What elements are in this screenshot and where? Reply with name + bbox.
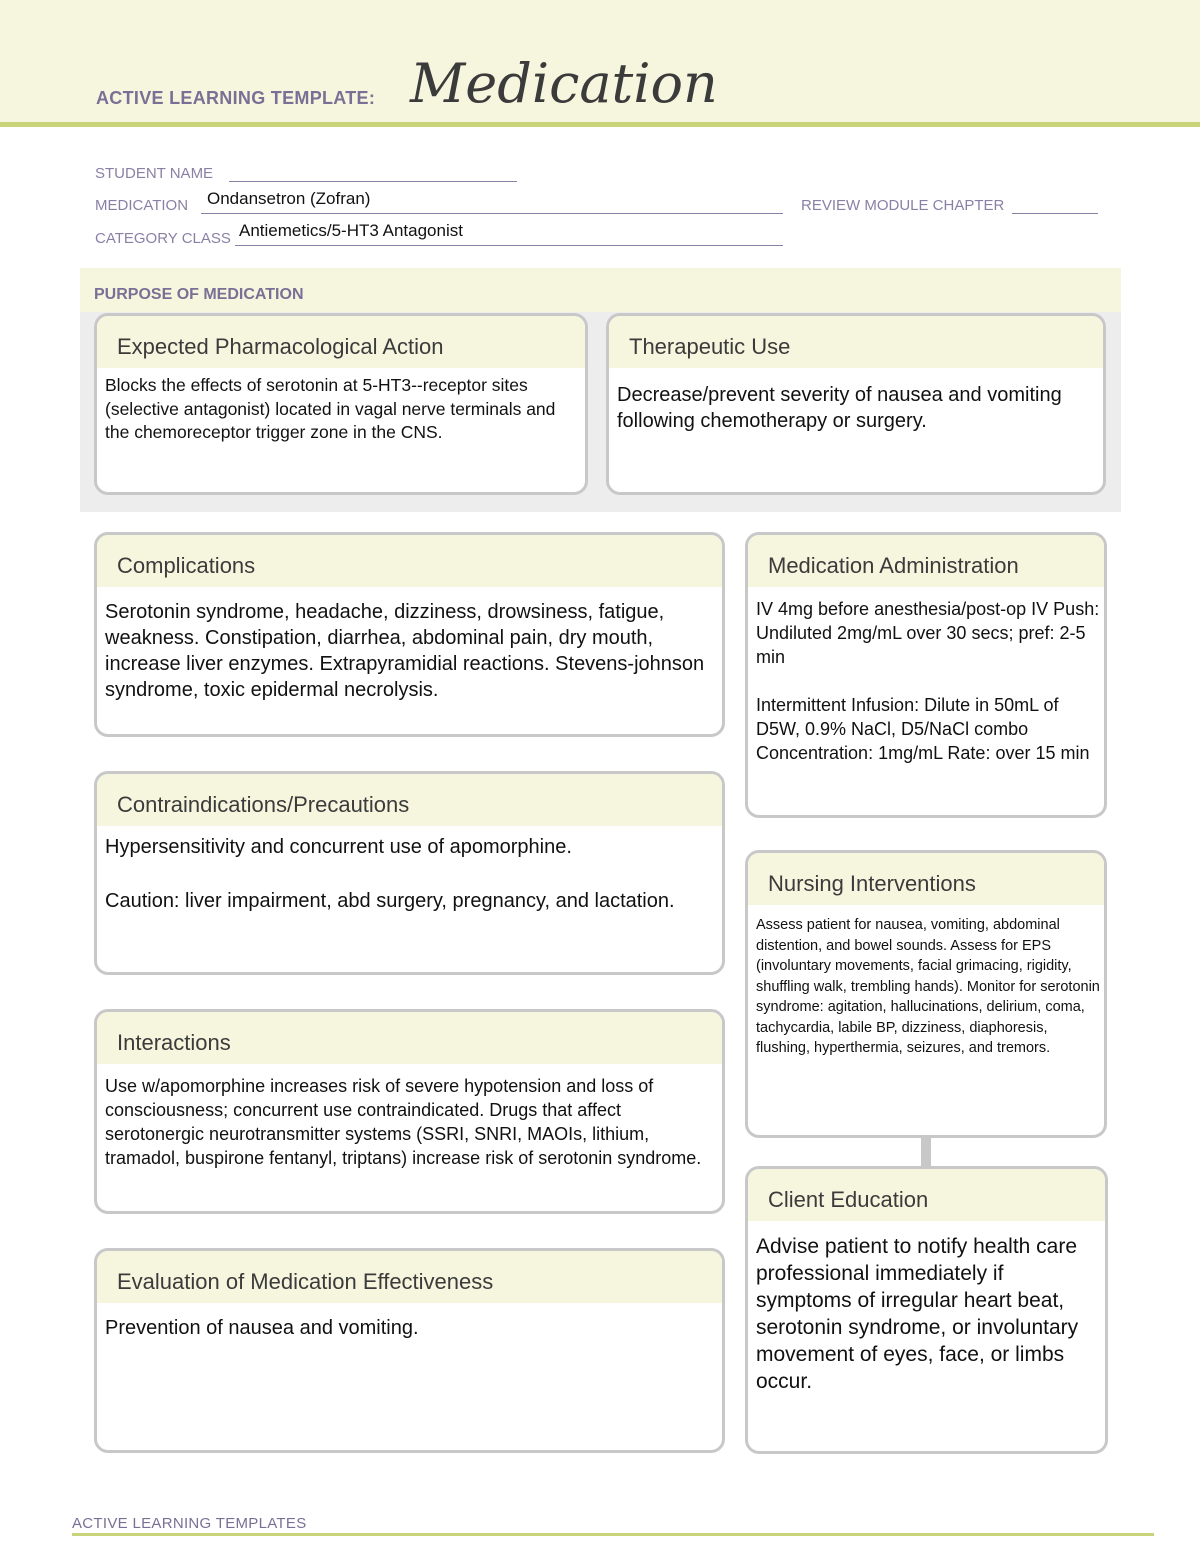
evaluation-box: [94, 1248, 725, 1453]
nursing-box: [745, 850, 1107, 1138]
complications-box: [94, 532, 725, 737]
therapeutic-use-text: Decrease/prevent severity of nausea and vomiting following chemotherapy or surgery.: [617, 384, 1062, 432]
purpose-title: PURPOSE OF MEDICATION: [94, 286, 304, 303]
med-admin-text-1: IV 4mg before anesthesia/post-op IV Push: Undiluted 2mg/mL over 30 secs; pref: 2-5 min: [756, 599, 1100, 667]
client-education-heading: Client Education: [748, 1169, 1105, 1221]
contraindications-text-2: Caution: liver impairment, abd surgery, pregnancy, and lactation.: [105, 890, 675, 912]
complications-text: Serotonin syndrome, headache, dizziness, drowsiness, fatigue, weakness. Constipation, diarrhea, abdominal pain, dry mouth, increase liver enzymes. Extrapyramidial reactions. Stevens-johnson syndrome, toxic epidermal necrolysis.: [105, 601, 705, 701]
nursing-text: Assess patient for nausea, vomiting, abdominal distention, and bowel sounds. Assess for EPS (involuntary movements, facial grimacing, rigidity, shuffling walk, trembling hands). Monitor for serotonin syndrome: agitation, hallucinations, delirium, coma, tachycardia, labile BP, dizziness, diaphoresis, flushing, hyperthermia, seizures, and tremors.: [756, 917, 1100, 1056]
interactions-text: Use w/apomorphine increases risk of severe hypotension and loss of consciousness; concurrent use contraindicated. Drugs that affect serotonergic neurotransmitter systems (SSRI, SNRI, MAOIs, lithium, tramadol, buspirone fentanyl, triptans) increase risk of serotonin syndrome.: [105, 1076, 702, 1168]
nursing-heading: Nursing Interventions: [748, 853, 1104, 905]
med-admin-heading: Medication Administration: [748, 535, 1104, 587]
medication-label: MEDICATION: [95, 197, 189, 214]
connector: [921, 1136, 931, 1166]
review-module-line: [1012, 213, 1098, 214]
category-class-label: CATEGORY CLASS: [95, 230, 231, 247]
expected-action-heading: Expected Pharmacological Action: [97, 316, 585, 368]
expected-action-text: Blocks the effects of serotonin at 5-HT3--receptor sites (selective antagonist) located in vagal nerve terminals and the chemoreceptor trigger zone in the CNS.: [105, 375, 556, 442]
therapeutic-use-heading: Therapeutic Use: [609, 316, 1103, 368]
client-education-text: Advise patient to notify health care professional immediately if symptoms of irregular heart beat, serotonin syndrome, or involuntary movement of eyes, face, or limbs occur.: [756, 1235, 1079, 1393]
interactions-heading: Interactions: [97, 1012, 722, 1064]
template-label: ACTIVE LEARNING TEMPLATE:: [96, 88, 376, 108]
medication-field[interactable]: Ondansetron (Zofran): [207, 189, 371, 208]
category-class-field[interactable]: Antiemetics/5-HT3 Antagonist: [239, 221, 463, 240]
header-divider: [0, 122, 1200, 127]
page-title: Medication: [410, 52, 718, 115]
evaluation-text: Prevention of nausea and vomiting.: [105, 1317, 419, 1339]
review-module-label: REVIEW MODULE CHAPTER: [801, 197, 1005, 214]
interactions-box: [94, 1009, 725, 1214]
med-admin-text-2: Intermittent Infusion: Dilute in 50mL of D5W, 0.9% NaCl, D5/NaCl combo Concentration: 1mg/mL Rate: over 15 min: [756, 695, 1090, 763]
category-class-line: [235, 245, 783, 246]
therapeutic-use-box: [606, 313, 1106, 495]
complications-heading: Complications: [97, 535, 722, 587]
client-education-box: [745, 1166, 1108, 1454]
contraindications-heading: Contraindications/Precautions: [97, 774, 722, 826]
expected-action-box: [94, 313, 588, 495]
footer-divider: [72, 1533, 1154, 1536]
footer-label: ACTIVE LEARNING TEMPLATES: [72, 1515, 307, 1532]
med-admin-box: [745, 532, 1107, 818]
evaluation-heading: Evaluation of Medication Effectiveness: [97, 1251, 722, 1303]
student-name-label: STUDENT NAME: [95, 165, 214, 182]
medication-line: [201, 213, 783, 214]
contraindications-box: [94, 771, 725, 975]
student-name-line: [229, 181, 517, 182]
contraindications-text-1: Hypersensitivity and concurrent use of apomorphine.: [105, 836, 572, 858]
